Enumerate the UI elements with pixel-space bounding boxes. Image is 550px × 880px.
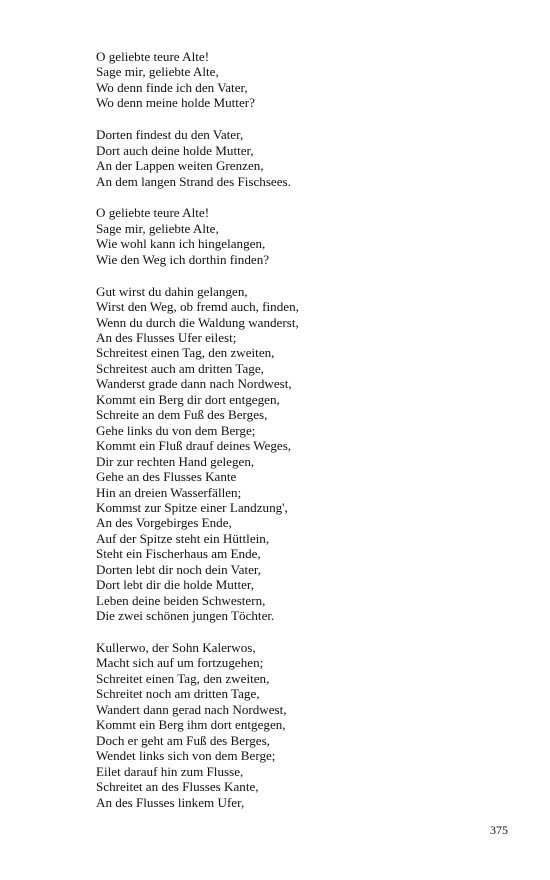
verse-line: Kommt ein Berg ihm dort entgegen,	[96, 717, 286, 733]
verse-line: Schreitet an des Flusses Kante,	[96, 779, 259, 795]
verse-line: Wanderst grade dann nach Nordwest,	[96, 376, 292, 392]
verse-line: Kullerwo, der Sohn Kalerwos,	[96, 639, 256, 655]
verse-line: Wandert dann gerad nach Nordwest,	[96, 701, 287, 717]
stanza-2	[96, 127, 516, 189]
verse-line: Dort auch deine holde Mutter,	[96, 142, 254, 158]
stanza-1	[96, 49, 516, 111]
verse-line: Leben deine beiden Schwestern,	[96, 592, 266, 608]
verse-line: Schreitest einen Tag, den zweiten,	[96, 345, 275, 361]
verse-line: Wo denn meine holde Mutter?	[96, 95, 255, 111]
verse-line: An des Vorgebirges Ende,	[96, 515, 232, 531]
verse-line: Doch er geht am Fuß des Berges,	[96, 732, 270, 748]
verse-line: An des Flusses Ufer eilest;	[96, 329, 237, 345]
verse-line: Hin an dreien Wasserfällen;	[96, 484, 242, 500]
verse-line: An des Flusses linkem Ufer,	[96, 794, 245, 810]
verse-line: Steht ein Fischerhaus am Ende,	[96, 546, 261, 562]
stanza-5	[96, 640, 516, 810]
page-number: 375	[490, 823, 508, 837]
verse-line: O geliebte teure Alte!	[96, 49, 210, 64]
verse-line: Dorten lebt dir noch dein Vater,	[96, 561, 262, 577]
verse-line: Eilet darauf hin zum Flusse,	[96, 763, 244, 779]
verse-line: Dir zur rechten Hand gelegen,	[96, 453, 255, 469]
verse-line: Schreite an dem Fuß des Berges,	[96, 407, 268, 423]
verse-line: Wie wohl kann ich hingelangen,	[96, 236, 266, 252]
verse-line: Dort lebt dir die holde Mutter,	[96, 577, 255, 593]
verse-line: Gehe an des Flusses Kante	[96, 469, 237, 485]
verse-line: Kommt ein Berg dir dort entgegen,	[96, 391, 280, 407]
verse-line: Schreitet einen Tag, den zweiten,	[96, 670, 270, 686]
verse-line: Wie den Weg ich dorthin finden?	[96, 251, 270, 267]
verse-line: Auf der Spitze steht ein Hüttlein,	[96, 530, 270, 546]
verse-line: Schreitet noch am dritten Tage,	[96, 686, 260, 702]
verse-line: Die zwei schönen jungen Töchter.	[96, 608, 275, 624]
stanza-3	[96, 205, 516, 267]
verse-line: Sage mir, geliebte Alte,	[96, 64, 219, 80]
verse-line: An der Lappen weiten Grenzen,	[96, 158, 264, 174]
verse-line: Kommt ein Fluß drauf deines Weges,	[96, 438, 292, 454]
verse-line: Wendet links sich von dem Berge;	[96, 748, 276, 764]
verse-line: An dem langen Strand des Fischsees.	[96, 173, 291, 189]
verse-line: Wo denn finde ich den Vater,	[96, 79, 248, 95]
verse-line: Wirst den Weg, ob fremd auch, finden,	[96, 299, 299, 315]
verse-line: O geliebte teure Alte!	[96, 205, 210, 221]
verse-line: Gut wirst du dahin gelangen,	[96, 283, 248, 299]
verse-line: Schreitest auch am dritten Tage,	[96, 360, 264, 376]
stanza-4	[96, 284, 516, 624]
verse-line: Gehe links du von dem Berge;	[96, 422, 256, 438]
verse-line: Wenn du durch die Waldung wanderst,	[96, 314, 299, 330]
verse-line: Sage mir, geliebte Alte,	[96, 220, 219, 236]
verse-line: Macht sich auf um fortzugehen;	[96, 655, 264, 671]
verse-line: Kommst zur Spitze einer Landzung',	[96, 499, 288, 515]
verse-line: Dorten findest du den Vater,	[96, 127, 244, 143]
poem-text	[96, 49, 516, 826]
